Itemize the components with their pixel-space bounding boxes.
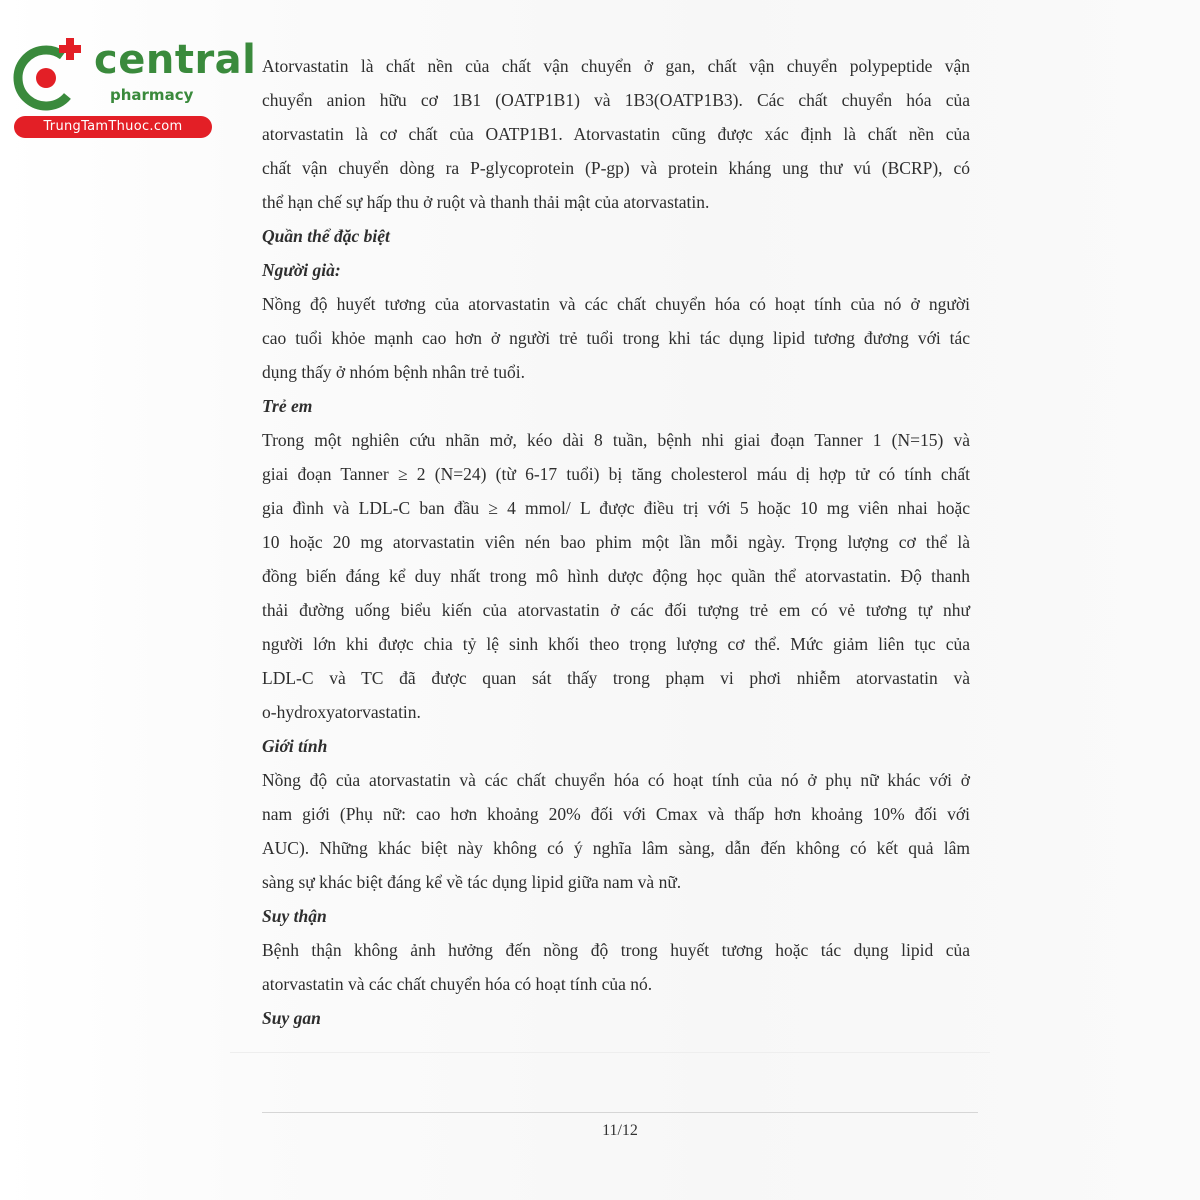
section-heading: Trẻ em — [262, 396, 313, 416]
brand-website-banner: TrungTamThuoc.com — [14, 116, 212, 138]
paragraph-line: thể hạn chế sự hấp thu ở ruột và thanh thải mật của atorvastatin. — [262, 192, 710, 212]
section-heading: Giới tính — [262, 736, 328, 756]
paragraph-line: 10 hoặc 20 mg atorvastatin viên nén bao phim một lần mỗi ngày. Trọng lượng cơ thể là — [262, 532, 970, 552]
footer-divider — [262, 1112, 978, 1113]
paragraph-line: Nồng độ của atorvastatin và các chất chuyển hóa có hoạt tính của nó ở phụ nữ khác với ở — [262, 770, 970, 790]
divider — [230, 1052, 990, 1053]
section-heading: Quần thể đặc biệt — [262, 226, 390, 246]
paragraph-line: người lớn khi được chia tỷ lệ sinh khối theo trọng lượng cơ thể. Mức giảm liên tục của — [262, 634, 970, 654]
section-heading: Suy gan — [262, 1008, 321, 1028]
section-heading: Người già: — [262, 260, 341, 280]
paragraph-line: đồng biến đáng kể duy nhất trong mô hình dược động học quần thể atorvastatin. Độ thanh — [262, 566, 970, 586]
pharmacy-cross-logo-icon — [10, 36, 88, 114]
paragraph-line: o-hydroxyatorvastatin. — [262, 702, 421, 722]
paragraph-line: gia đình và LDL-C ban đầu ≥ 4 mmol/ L được điều trị với 5 hoặc 10 mg viên nhai hoặc — [262, 498, 970, 518]
paragraph-line: dụng thấy ở nhóm bệnh nhân trẻ tuổi. — [262, 362, 525, 382]
paragraph-line: cao tuổi khỏe mạnh cao hơn ở người trẻ tuổi trong khi tác dụng lipid tương đương với tác — [262, 328, 970, 348]
paragraph-line: LDL-C và TC đã được quan sát thấy trong phạm vi phơi nhiễm atorvastatin và — [262, 668, 970, 688]
paragraph-line: giai đoạn Tanner ≥ 2 (N=24) (từ 6-17 tuổi) bị tăng cholesterol máu dị hợp tử có tính chất — [262, 464, 970, 484]
paragraph-line: sàng sự khác biệt đáng kể về tác dụng lipid giữa nam và nữ. — [262, 872, 682, 892]
paragraph-line: chất vận chuyển dòng ra P-glycoprotein (P-gp) và protein kháng ung thư vú (BCRP), có — [262, 158, 970, 178]
central-pharmacy-logo[interactable] — [10, 36, 257, 140]
paragraph-line: Nồng độ huyết tương của atorvastatin và các chất chuyển hóa có hoạt tính của nó ở người — [262, 294, 970, 314]
paragraph-line: nam giới (Phụ nữ: cao hơn khoảng 20% đối với Cmax và thấp hơn khoảng 10% đối với — [262, 804, 970, 824]
paragraph-line: thải đường uống biểu kiến của atorvastatin ở các đối tượng trẻ em có vẻ tương tự như — [262, 600, 970, 620]
brand-name: central — [94, 37, 257, 83]
paragraph-line: atorvastatin và các chất chuyển hóa có hoạt tính của nó. — [262, 974, 653, 994]
paragraph-line: chuyển anion hữu cơ 1B1 (OATP1B1) và 1B3(OATP1B3). Các chất chuyển hóa của — [262, 90, 970, 110]
paragraph-line: AUC). Những khác biệt này không có ý nghĩa lâm sàng, dẫn đến không có kết quả lâm — [262, 838, 970, 858]
section-heading: Suy thận — [262, 906, 327, 926]
page-number: 11/12 — [602, 1122, 638, 1139]
paragraph-line: Trong một nghiên cứu nhãn mở, kéo dài 8 tuần, bệnh nhi giai đoạn Tanner 1 (N=15) và — [262, 430, 970, 450]
paragraph-line: atorvastatin là cơ chất của OATP1B1. Atorvastatin cũng được xác định là chất nền của — [262, 124, 970, 144]
brand-subtitle: pharmacy — [110, 86, 194, 104]
paragraph-line: Bệnh thận không ảnh hưởng đến nồng độ trong huyết tương hoặc tác dụng lipid của — [262, 940, 970, 960]
paragraph-line: Atorvastatin là chất nền của chất vận chuyển ở gan, chất vận chuyển polypeptide vận — [262, 56, 970, 76]
